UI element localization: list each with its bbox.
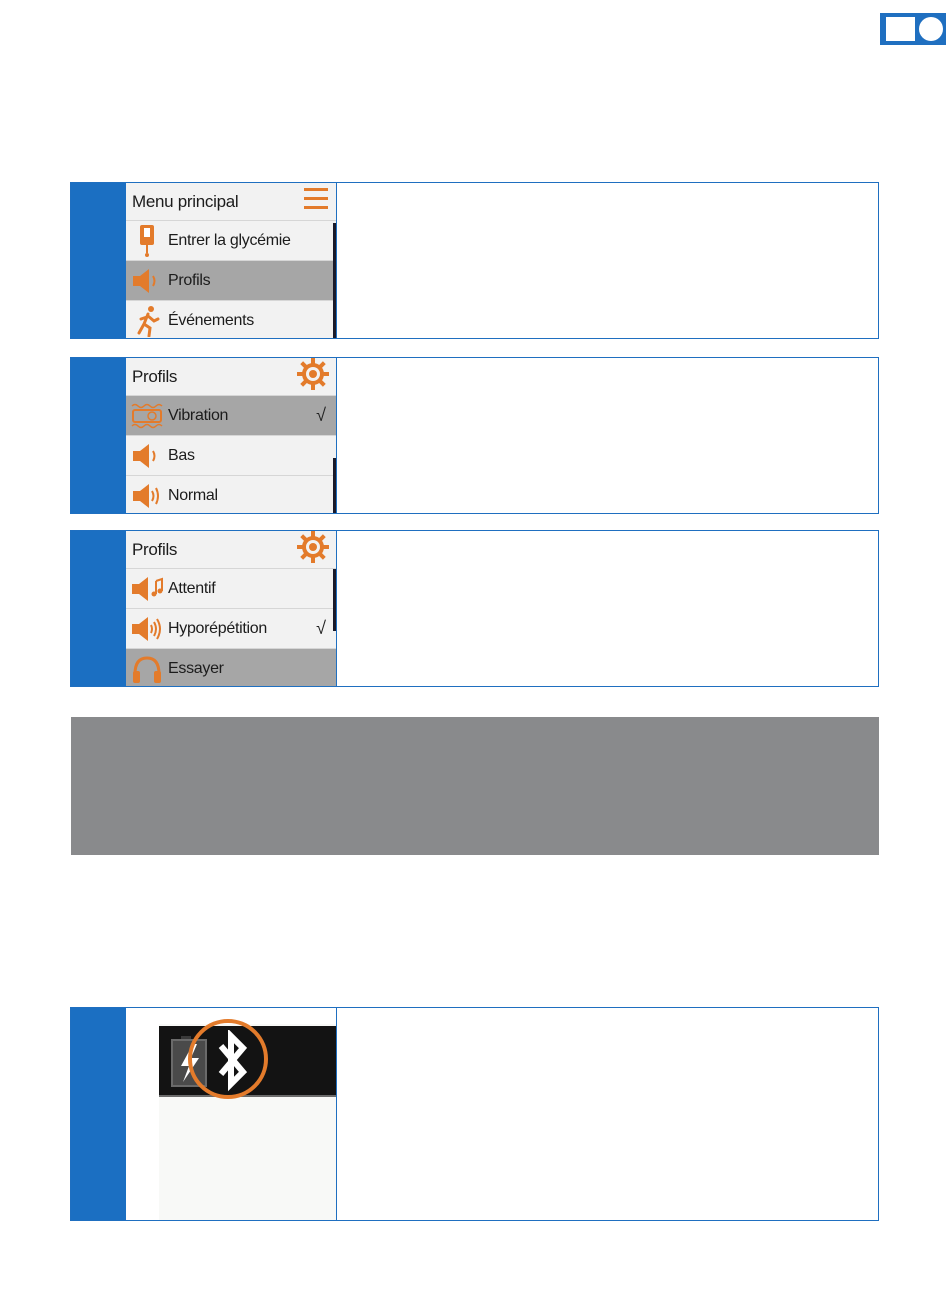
step-2-panel xyxy=(70,357,879,514)
checkmark-icon: √ xyxy=(316,618,326,638)
profile-item-label: Essayer xyxy=(168,659,224,677)
top-rule xyxy=(0,0,950,2)
step-4-number-tab xyxy=(71,1008,126,1220)
profile-item-label: Attentif xyxy=(168,579,216,597)
speaker-music-icon xyxy=(130,573,164,605)
gear-icon[interactable] xyxy=(296,531,330,569)
profile-item-attentif[interactable] xyxy=(126,569,336,609)
screen-title: Menu principal xyxy=(132,191,239,211)
scrollbar[interactable] xyxy=(333,223,336,338)
scrollbar[interactable] xyxy=(333,458,336,513)
profile-item-normal[interactable] xyxy=(126,476,336,513)
screen-title: Profils xyxy=(132,539,178,559)
profile-item-label: Normal xyxy=(168,486,218,504)
screen-header xyxy=(126,531,336,569)
meter-shape xyxy=(886,17,915,41)
step-1-panel xyxy=(70,182,879,339)
device-pen-and-meter-icon xyxy=(880,13,946,45)
profile-item-label: Vibration xyxy=(168,406,229,424)
screen-header xyxy=(126,183,336,221)
menu-item-profils[interactable] xyxy=(126,261,336,301)
menu-item-label: Événements xyxy=(168,311,254,329)
menu-item-label: Entrer la glycémie xyxy=(168,231,291,249)
running-person-icon xyxy=(130,305,164,337)
gray-info-band xyxy=(71,717,879,855)
screen-title: Profils xyxy=(132,366,178,386)
profile-item-essayer[interactable] xyxy=(126,649,336,686)
pen-shape xyxy=(919,17,943,41)
checkmark-icon: √ xyxy=(316,405,326,425)
menu-item-evenements[interactable] xyxy=(126,301,336,338)
step-3-panel xyxy=(70,530,879,687)
menu-item-entrer-glycemie[interactable] xyxy=(126,221,336,261)
speaker-low-icon xyxy=(130,440,164,472)
step-2-number-tab xyxy=(71,358,126,513)
speaker-normal-icon xyxy=(130,480,164,512)
profile-item-hyporepetition[interactable] xyxy=(126,609,336,649)
hamburger-menu-icon[interactable] xyxy=(302,185,330,218)
profile-item-label: Hyporépétition xyxy=(168,619,267,637)
highlight-circle xyxy=(188,1019,268,1099)
gear-icon[interactable] xyxy=(296,358,330,396)
step-2-screen xyxy=(126,358,337,513)
step-3-screen xyxy=(126,531,337,686)
step-4-panel xyxy=(70,1007,879,1221)
speaker-loud-icon xyxy=(130,613,164,645)
menu-item-label: Profils xyxy=(168,271,211,289)
speaker-icon xyxy=(130,265,164,297)
vibration-icon xyxy=(130,400,164,432)
status-bar xyxy=(159,1026,336,1097)
screen-header xyxy=(126,358,336,396)
device-screen xyxy=(159,1024,336,1220)
profile-item-label: Bas xyxy=(168,446,195,464)
glucose-meter-icon xyxy=(130,225,164,257)
step-1-number-tab xyxy=(71,183,126,338)
profile-item-bas[interactable] xyxy=(126,436,336,476)
step-4-screen-area xyxy=(126,1008,337,1220)
step-3-number-tab xyxy=(71,531,126,686)
profile-item-vibration[interactable] xyxy=(126,396,336,436)
step-1-screen xyxy=(126,183,337,338)
headphones-icon xyxy=(130,653,164,685)
scrollbar[interactable] xyxy=(333,569,336,631)
